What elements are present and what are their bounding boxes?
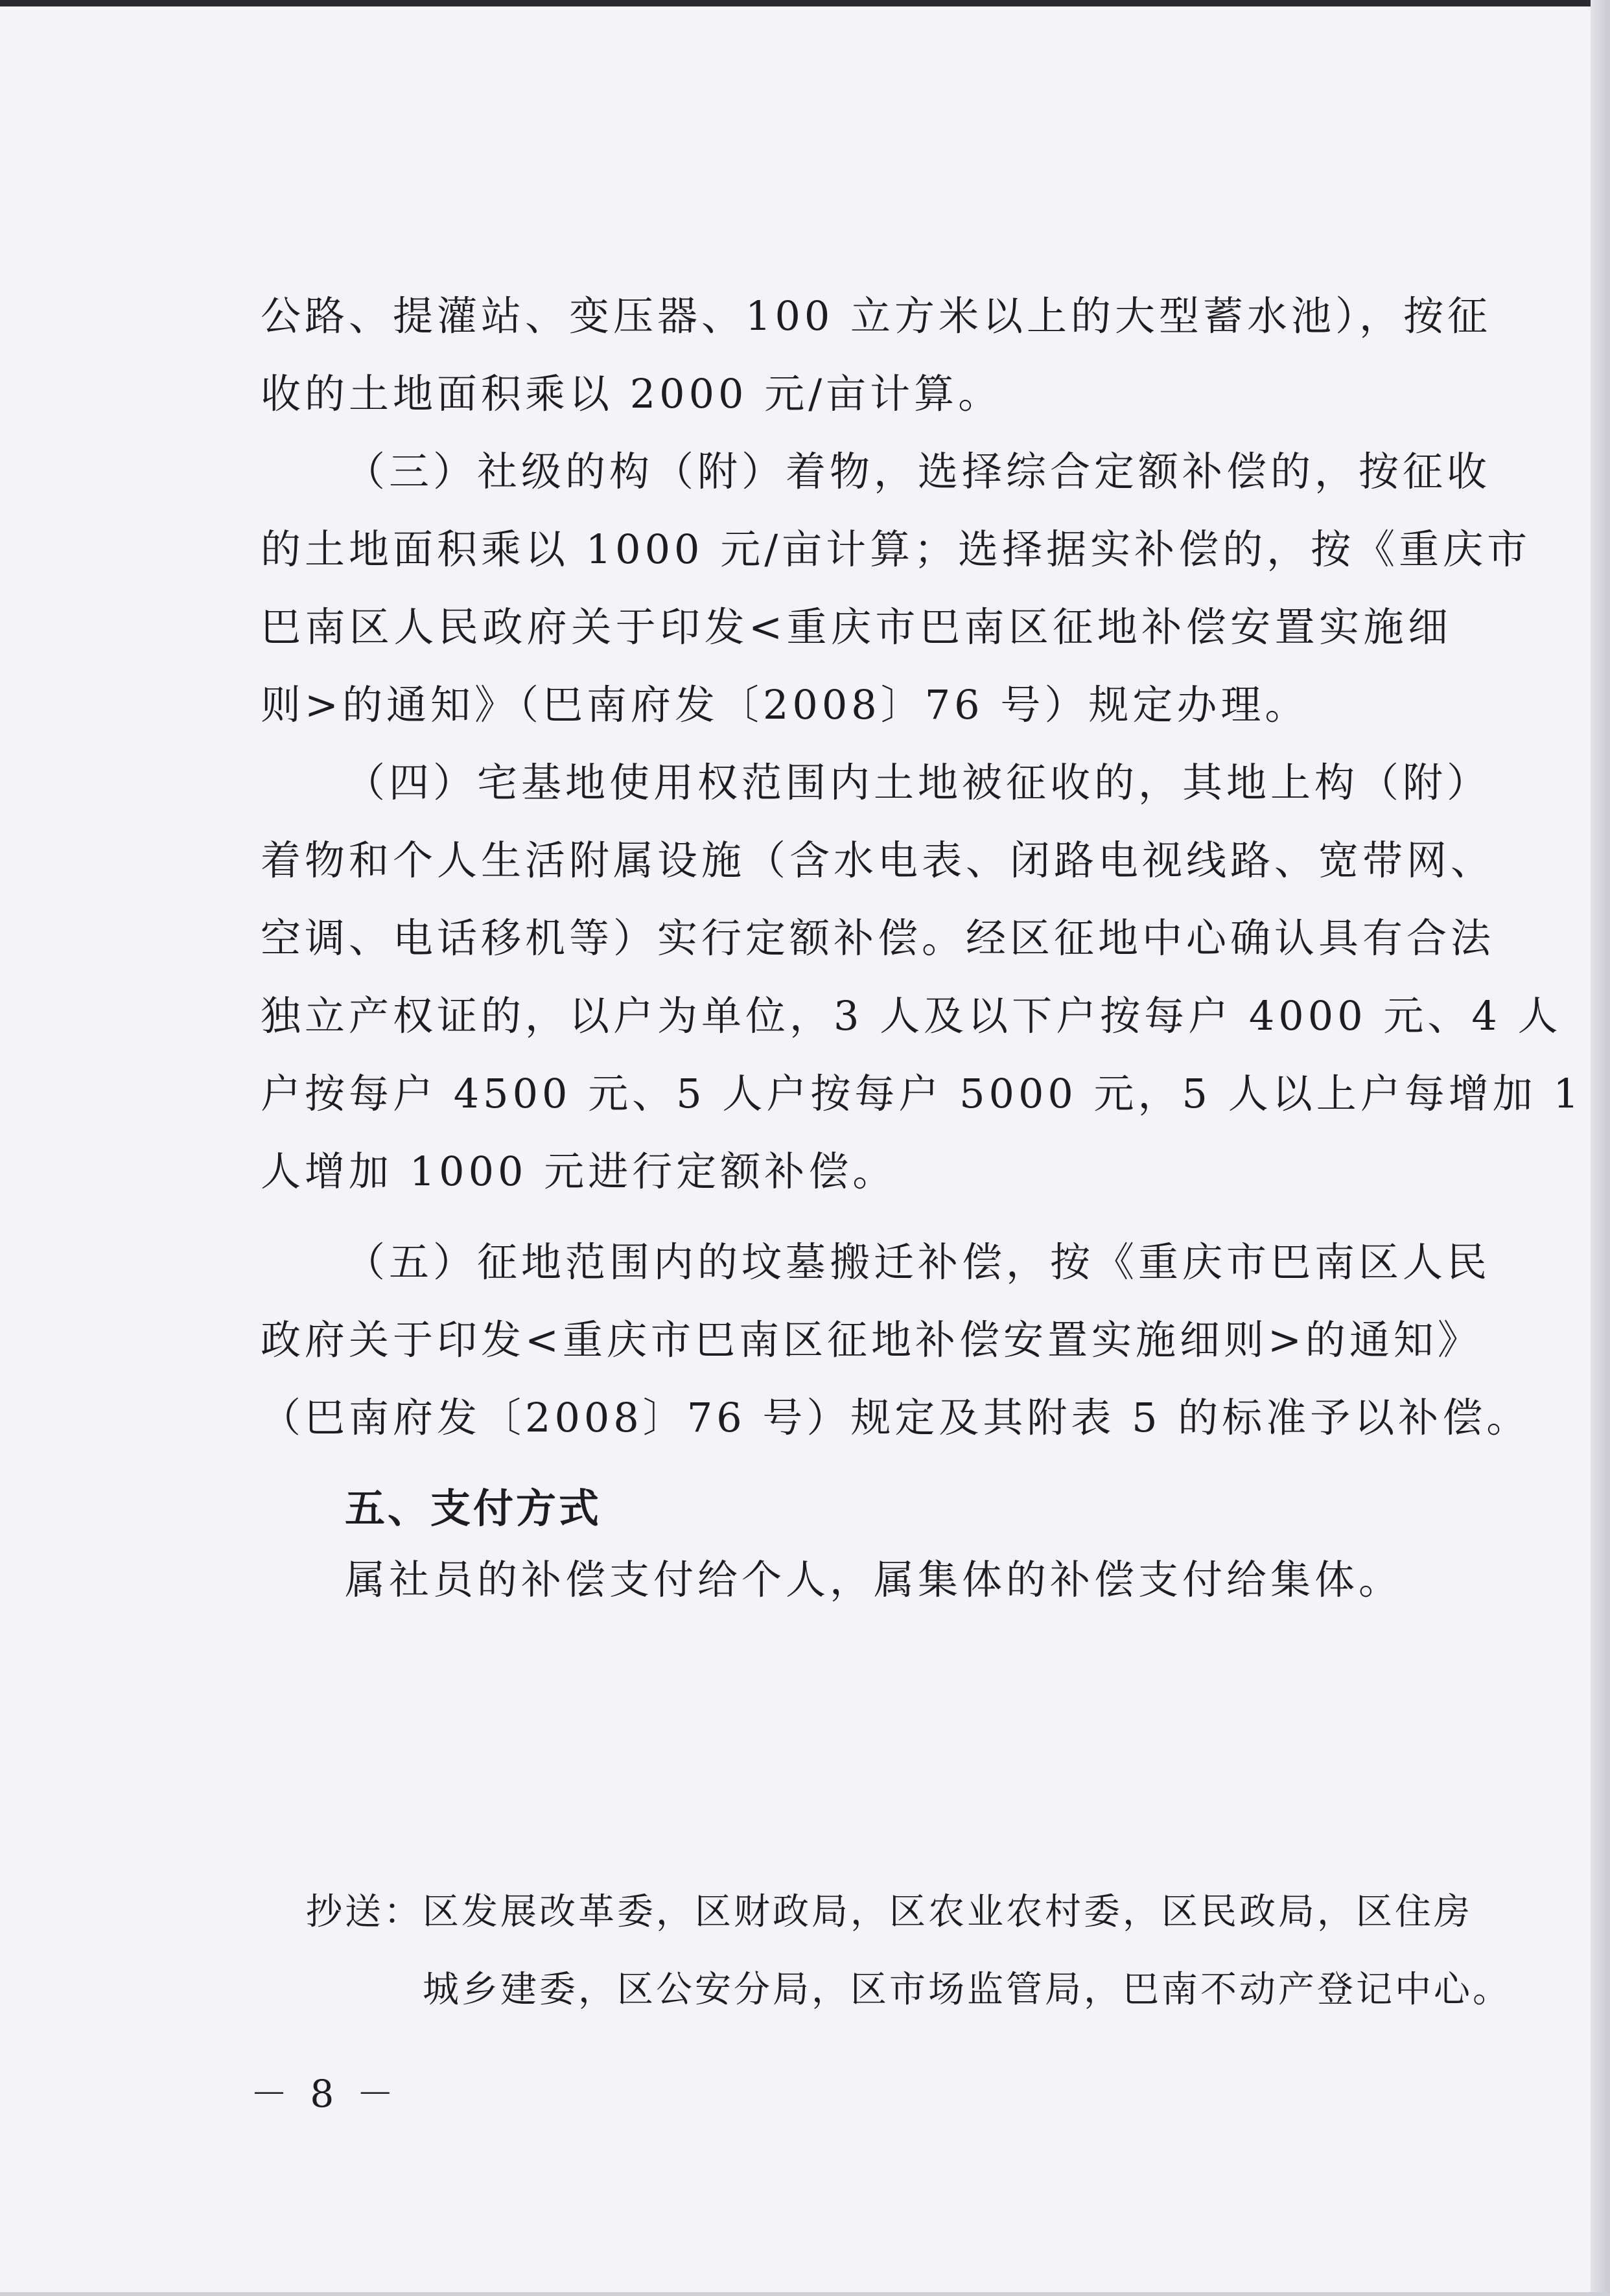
cc-line: 抄送：区发展改革委，区财政局，区农业农村委，区民政局，区住房 bbox=[306, 1891, 1473, 1933]
paragraph-line: （四）宅基地使用权范围内土地被征收的，其地上构（附） bbox=[345, 759, 1491, 806]
paragraph-line: 户按每户 4500 元、5 人户按每户 5000 元，5 人以上户每增加 1 bbox=[261, 1070, 1583, 1117]
paragraph-line: 的土地面积乘以 1000 元/亩计算；选择据实补偿的，按《重庆市 bbox=[261, 526, 1532, 573]
paragraph-line: 独立产权证的，以户为单位，3 人及以下户按每户 4000 元、4 人 bbox=[261, 992, 1562, 1039]
paragraph-line: 人增加 1000 元进行定额补偿。 bbox=[261, 1148, 897, 1195]
paragraph-line: 巴南区人民政府关于印发<重庆市巴南区征地补偿安置实施细 bbox=[261, 603, 1452, 651]
paragraph-line: （巴南府发〔2008〕76 号）规定及其附表 5 的标准予以补偿。 bbox=[261, 1394, 1531, 1441]
paragraph-line: 收的土地面积乘以 2000 元/亩计算。 bbox=[261, 370, 1003, 417]
paragraph-line: 公路、提灌站、变压器、100 立方米以上的大型蓄水池），按征 bbox=[261, 292, 1492, 340]
scan-edge-bottom bbox=[0, 2292, 1610, 2296]
scan-edge-right bbox=[1591, 0, 1610, 2296]
page-number: － 8 － bbox=[250, 2072, 399, 2116]
cc-line: 城乡建委，区公安分局，区市场监管局，巴南不动产登记中心。 bbox=[423, 1969, 1511, 2011]
paragraph-line: （三）社级的构（附）着物，选择综合定额补偿的，按征收 bbox=[345, 448, 1491, 495]
section-body: 属社员的补偿支付给个人，属集体的补偿支付给集体。 bbox=[345, 1556, 1403, 1603]
paragraph-line: 着物和个人生活附属设施（含水电表、闭路电视线路、宽带网、 bbox=[261, 837, 1495, 884]
section-heading: 五、支付方式 bbox=[345, 1485, 602, 1532]
paragraph-line: 则>的通知》（巴南府发〔2008〕76 号）规定办理。 bbox=[261, 681, 1309, 728]
paragraph-line: 空调、电话移机等）实行定额补偿。经区征地中心确认具有合法 bbox=[261, 914, 1495, 962]
paragraph-line: （五）征地范围内的坟墓搬迁补偿，按《重庆市巴南区人民 bbox=[345, 1238, 1491, 1286]
scan-edge-top bbox=[0, 0, 1610, 6]
paragraph-line: 政府关于印发<重庆市巴南区征地补偿安置实施细则>的通知》 bbox=[261, 1316, 1482, 1363]
